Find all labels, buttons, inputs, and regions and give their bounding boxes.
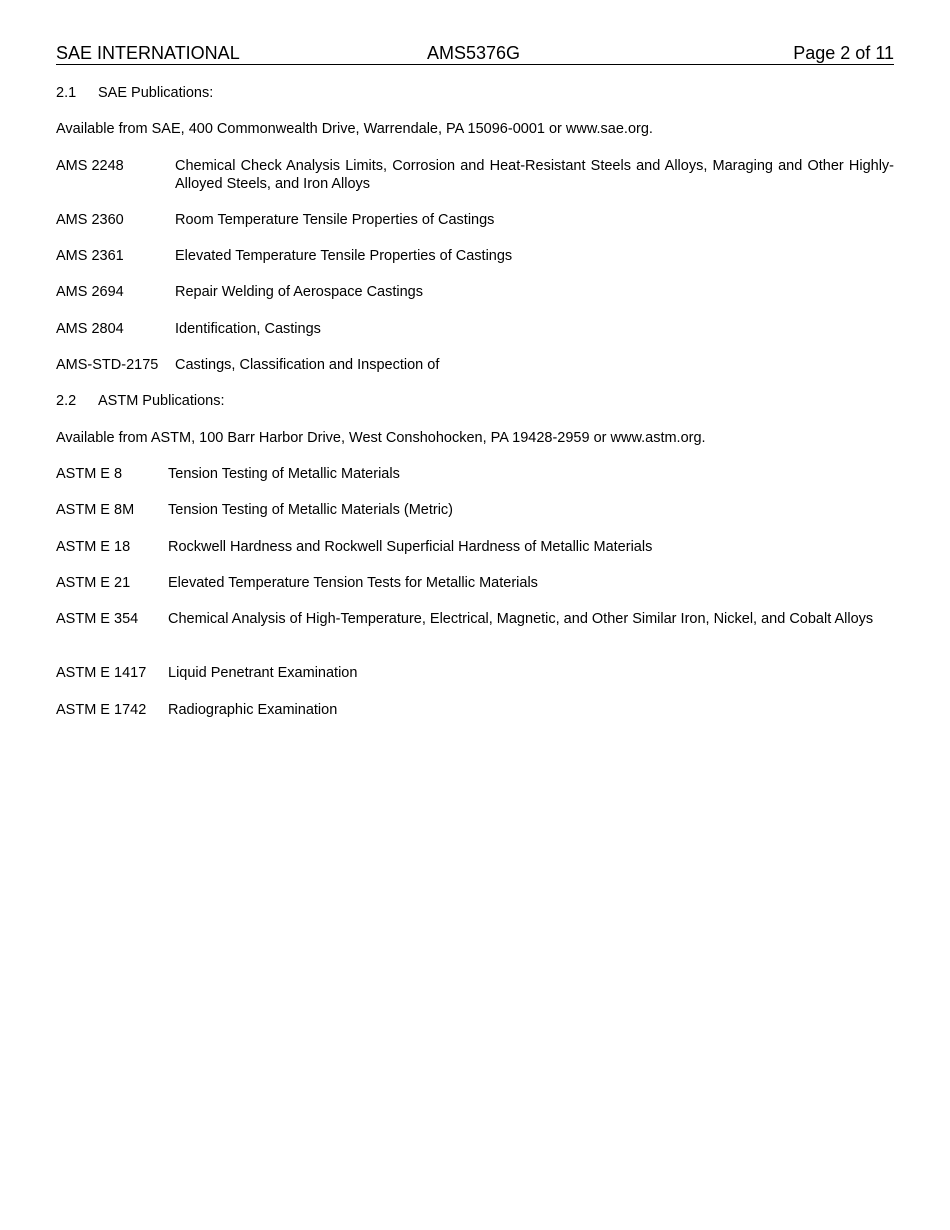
reference-code: ASTM E 18 (56, 539, 131, 555)
header-org: SAE INTERNATIONAL (56, 43, 240, 63)
reference-title: Elevated Temperature Tension Tests for Metallic Materials (168, 575, 538, 591)
reference-title: Rockwell Hardness and Rockwell Superficial Hardness of Metallic Materials (168, 539, 653, 555)
reference-code: ASTM E 354 (56, 611, 139, 627)
reference-code: AMS 2694 (56, 284, 124, 300)
section-title: ASTM Publications: (98, 393, 225, 409)
reference-code: ASTM E 8 (56, 466, 123, 482)
reference-title: Chemical Check Analysis Limits, Corrosion and Heat-Resistant Steels and Alloys, Maraging and Other Highly-Alloyed Steels, and Iron Alloys (175, 158, 894, 192)
section-heading-2-2 (56, 392, 894, 410)
reference-title: Elevated Temperature Tensile Properties of Castings (175, 248, 513, 264)
header-doc-number: AMS5376G (427, 43, 521, 63)
reference-title: Room Temperature Tensile Properties of Castings (175, 212, 495, 228)
reference-title: Liquid Penetrant Examination (168, 665, 358, 681)
reference-code: ASTM E 8M (56, 502, 135, 518)
reference-title: Tension Testing of Metallic Materials (Metric) (168, 502, 453, 518)
section-title: SAE Publications: (98, 85, 214, 101)
page-header (56, 43, 894, 65)
reference-title: Chemical Analysis of High-Temperature, Electrical, Magnetic, and Other Similar Iron, Nickel, and Cobalt Alloys (168, 611, 874, 627)
reference-code: AMS 2360 (56, 212, 124, 228)
reference-code: ASTM E 21 (56, 575, 131, 591)
section-heading-2-1 (56, 84, 894, 102)
reference-title: Castings, Classification and Inspection of (175, 357, 440, 373)
section-availability-2-1: Available from SAE, 400 Commonwealth Drive, Warrendale, PA 15096-0001 or www.sae.org. (56, 121, 653, 137)
reference-title: Repair Welding of Aerospace Castings (175, 284, 423, 300)
reference-code: AMS 2804 (56, 321, 124, 337)
reference-title: Identification, Castings (175, 321, 321, 337)
header-page-label: Page 2 of 11 (793, 43, 894, 63)
reference-code: AMS 2248 (56, 158, 124, 174)
section-number: 2.2 (56, 393, 77, 409)
reference-title: Radiographic Examination (168, 702, 338, 718)
section-availability-2-2: Available from ASTM, 100 Barr Harbor Drive, West Conshohocken, PA 19428-2959 or www.astm.org. (56, 430, 706, 446)
reference-code: AMS-STD-2175 (56, 357, 159, 373)
section-number: 2.1 (56, 85, 77, 101)
reference-title: Tension Testing of Metallic Materials (168, 466, 400, 482)
reference-code: ASTM E 1742 (56, 702, 147, 718)
reference-code: AMS 2361 (56, 248, 124, 264)
reference-code: ASTM E 1417 (56, 665, 147, 681)
